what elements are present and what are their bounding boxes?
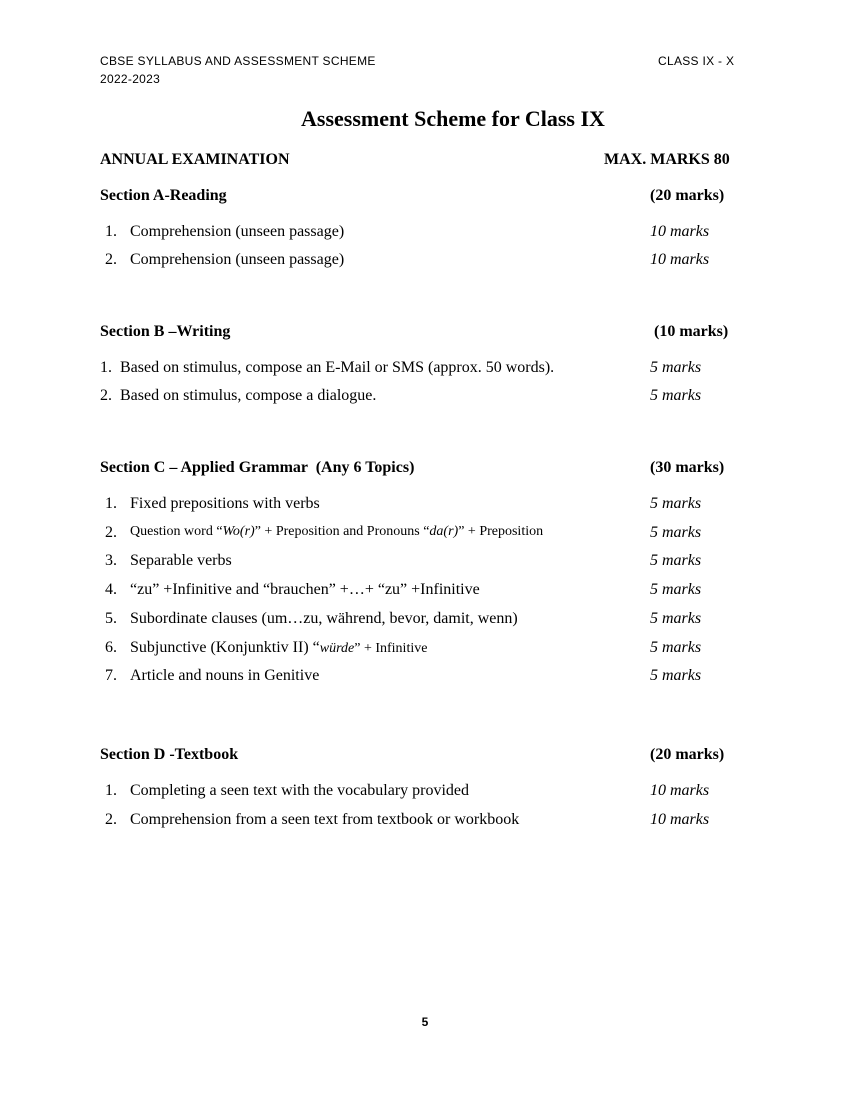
max-marks: MAX. MARKS 80	[604, 151, 730, 168]
item-text: Separable verbs	[130, 552, 232, 569]
item-number: 2.	[105, 251, 117, 268]
item-marks: 5 marks	[650, 581, 702, 598]
item-number: 6.	[105, 639, 117, 656]
item-marks: 5 marks	[650, 495, 702, 512]
item-number: 1.	[105, 495, 117, 512]
item-number: 2.	[100, 387, 112, 404]
item-number: 3.	[105, 552, 117, 569]
exam-label: ANNUAL EXAMINATION	[100, 151, 290, 168]
item-text: Subordinate clauses (um…zu, während, bevor, damit, wenn)	[130, 610, 518, 627]
item-marks: 10 marks	[650, 782, 710, 799]
item-marks: 5 marks	[650, 667, 702, 684]
item-marks: 10 marks	[650, 811, 710, 828]
item-text: Completing a seen text with the vocabulary provided	[130, 782, 470, 799]
item-number: 2.	[105, 811, 117, 828]
item-text-part: ” + Preposition and Pronouns “	[254, 524, 430, 539]
item-number: 7.	[105, 667, 117, 684]
item-text-part: Question word “	[130, 524, 223, 539]
item-text: Comprehension (unseen passage)	[130, 251, 345, 268]
item-marks: 5 marks	[650, 552, 702, 569]
section-marks: (10 marks)	[654, 323, 729, 340]
page-number: 5	[421, 1015, 429, 1029]
item-number: 2.	[105, 524, 117, 541]
item-text-part: ” + Infinitive	[354, 641, 428, 656]
item-marks: 5 marks	[650, 387, 702, 404]
item-text: Comprehension (unseen passage)	[130, 223, 345, 240]
header-left-title: CBSE SYLLABUS AND ASSESSMENT SCHEME	[100, 54, 376, 68]
header-right-class: CLASS IX - X	[658, 54, 735, 68]
item-text: Based on stimulus, compose a dialogue.	[120, 387, 377, 404]
item-text-italic: Wo(r)	[222, 524, 255, 539]
page-title: Assessment Scheme for Class IX	[301, 106, 605, 131]
item-text: Article and nouns in Genitive	[130, 667, 320, 684]
section-marks: (30 marks)	[650, 459, 725, 476]
item-number: 5.	[105, 610, 117, 627]
item-number: 1.	[105, 782, 117, 799]
item-marks: 10 marks	[650, 223, 710, 240]
item-text: Based on stimulus, compose an E-Mail or SMS (approx. 50 words).	[120, 359, 555, 376]
section-title: Section A-Reading	[100, 187, 227, 204]
item-text: “zu” +Infinitive and “brauchen” +…+ “zu” +Infinitive	[130, 581, 480, 598]
section-title: Section C – Applied Grammar (Any 6 Topics)	[100, 459, 415, 476]
header-left-year: 2022-2023	[100, 72, 161, 86]
item-text: Fixed prepositions with verbs	[130, 495, 320, 512]
item-text	[130, 524, 543, 540]
item-text-part: Subjunctive (Konjunktiv II) “	[130, 639, 320, 656]
item-text-italic: würde	[319, 641, 355, 656]
item-text-italic: da(r)	[429, 524, 459, 539]
item-text: Comprehension from a seen text from textbook or workbook	[130, 811, 520, 828]
item-marks: 10 marks	[650, 251, 710, 268]
section-title: Section B –Writing	[100, 323, 231, 340]
item-marks: 5 marks	[650, 639, 702, 656]
item-text	[130, 639, 427, 657]
item-number: 4.	[105, 581, 117, 598]
section-marks: (20 marks)	[650, 187, 725, 204]
item-marks: 5 marks	[650, 524, 702, 541]
section-title: Section D -Textbook	[100, 746, 239, 763]
item-marks: 5 marks	[650, 610, 702, 627]
item-marks: 5 marks	[650, 359, 702, 376]
item-number: 1.	[105, 223, 117, 240]
item-number: 1.	[100, 359, 112, 376]
section-marks: (20 marks)	[650, 746, 725, 763]
item-text-part: ” + Preposition	[458, 524, 544, 539]
